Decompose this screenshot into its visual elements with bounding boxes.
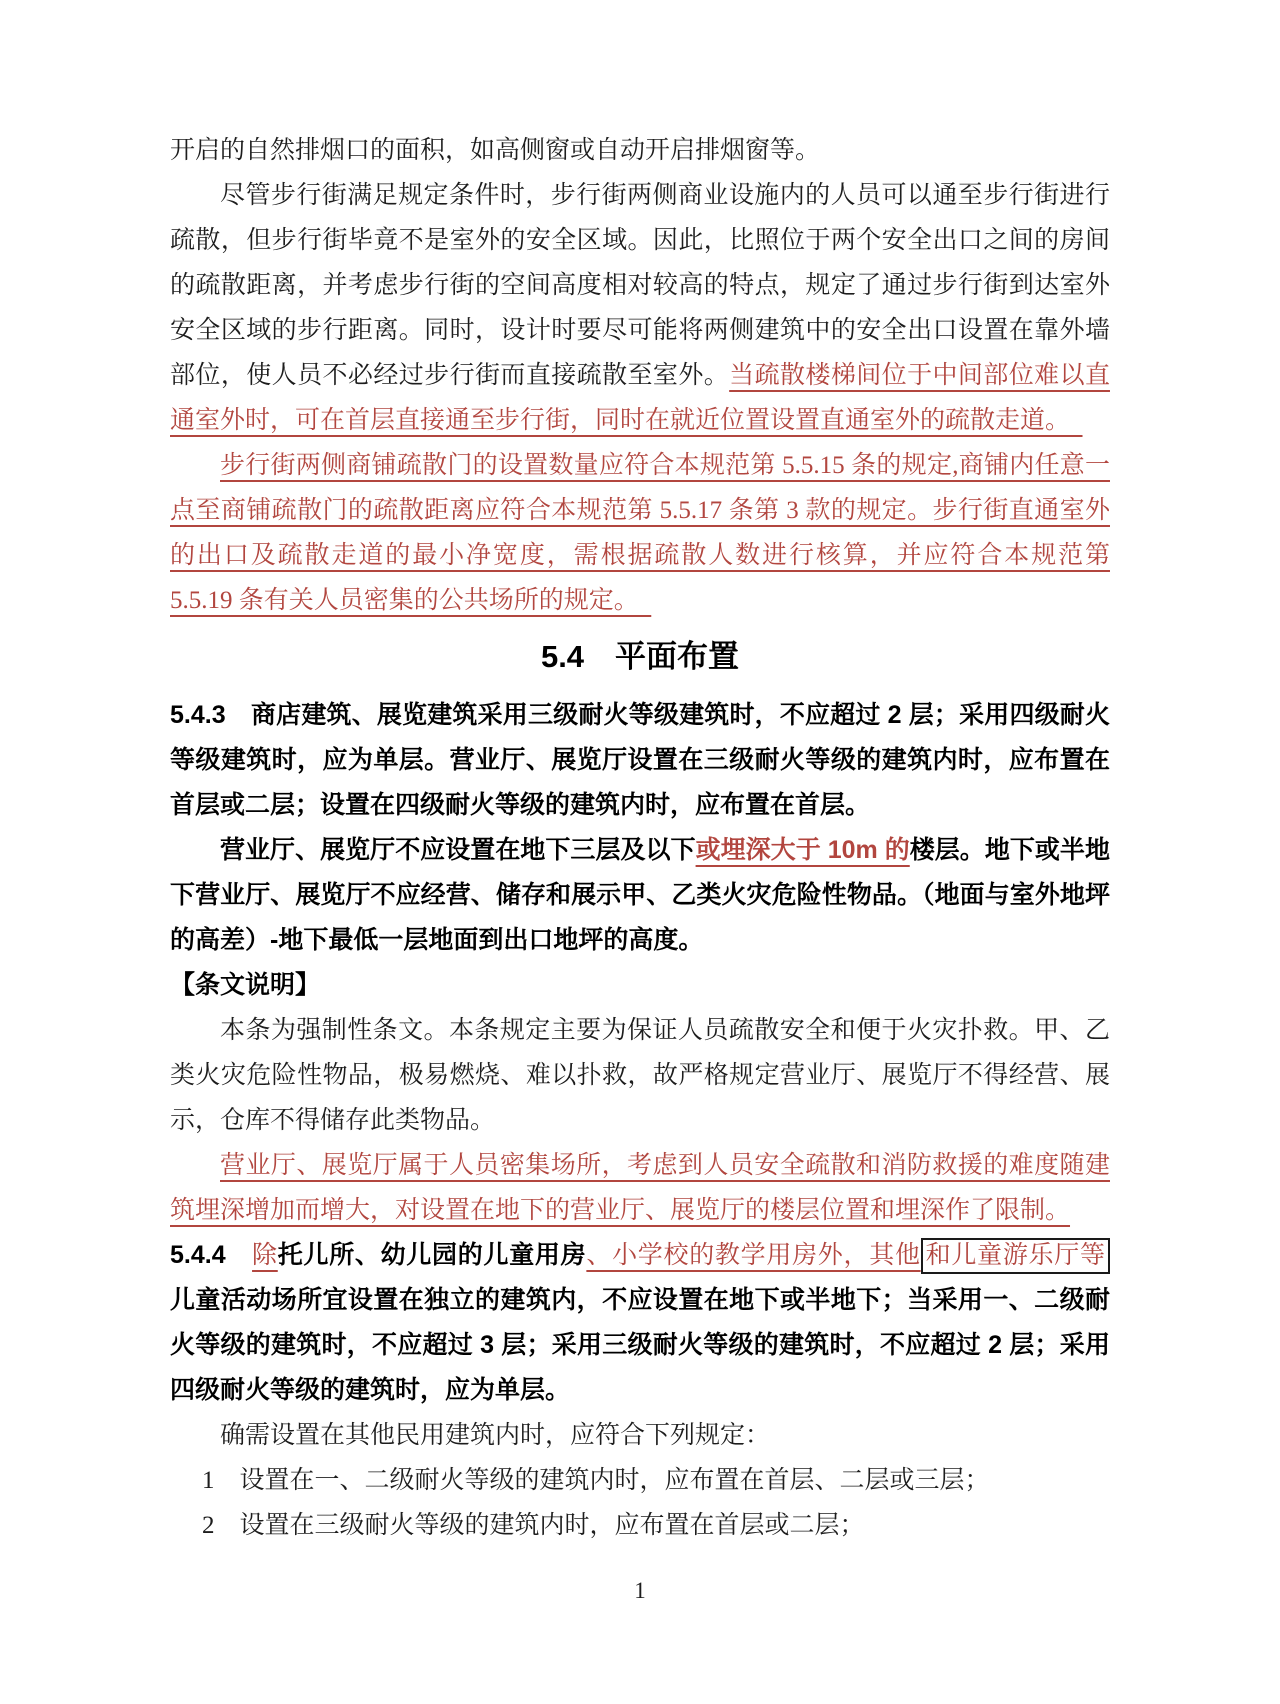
clause-5-4-3-basement	[170, 828, 1110, 963]
text-segment-bold: 5.4.3 商店建筑、展览建筑采用三级耐火等级建筑时，不应超过 2 层；采用四级耐火等级建筑时，应为单层。营业厅、展览厅设置在三级耐火等级的建筑内时，应布置在首层或二层；设置在四级耐火等级的建筑内时，应布置在首层。	[170, 701, 1110, 819]
text-segment-normal: 开启的自然排烟口的面积，如高侧窗或自动开启排烟窗等。	[170, 137, 821, 164]
paragraph-walking-street	[170, 173, 1110, 443]
text-segment-normal: 本条为强制性条文。本条规定主要为保证人员疏散安全和便于火灾扑救。甲、乙类火灾危险性物品，极易燃烧、难以扑救，故严格规定营业厅、展览厅不得经营、展示，仓库不得储存此类物品。	[170, 1017, 1110, 1134]
text-segment-bold: 楼层。地下或半地下营业厅、展览厅不应经营、储存和展示甲、乙类火灾危险性物品。（地面与室外地坪的高差）-地下最低一层地面到出口地坪的高度。	[170, 836, 1110, 954]
clause-5-4-4	[170, 1233, 1110, 1413]
text-segment-bold: 营业厅、展览厅不应设置在地下三层及以下	[220, 836, 696, 864]
text-segment-bold: 儿童活动场所宜设置在独立的建筑内，不应设置在地下或半地下；当采用一、二级耐火等级的建筑时，不应超过 3 层；采用三级耐火等级的建筑时，不应超过 2 层；采用四级耐火等级的建筑时，应为单层。	[170, 1286, 1110, 1404]
commentary-label	[170, 963, 1110, 1008]
text-segment-boxed: 和儿童游乐厅等	[921, 1238, 1110, 1274]
clause-5-4-3	[170, 693, 1110, 828]
text-segment-red: 步行街两侧商铺疏散门的设置数量应符合本规范第 5.5.15 条的规定,商铺内任意一点至商铺疏散门的疏散距离应符合本规范第 5.5.17 条第 3 款的规定。步行街直通室外的出口及疏散走道的最小净宽度，需根据疏散人数进行核算，并应符合本规范第 5.5.19 条有关人员密集的公共场所的规定。	[170, 452, 1110, 614]
text-segment-boldred: 或埋深大于 10m 的	[695, 836, 910, 864]
text-segment-red: 当疏散楼梯间位于中间部位难以直通室外时，可在首层直接通至步行街，同时在就近位置设置直通室外的疏散走道。	[170, 362, 1110, 434]
text-segment-normal: 1 设置在一、二级耐火等级的建筑内时，应布置在首层、二层或三层；	[202, 1467, 990, 1494]
text-segment-normal: 尽管步行街满足规定条件时，步行街两侧商业设施内的人员可以通至步行街进行疏散，但步行街毕竟不是室外的安全区域。因此，比照位于两个安全出口之间的房间的疏散距离，并考虑步行街的空间高度相对较高的特点，规定了通过步行街到达室外安全区域的步行距离。同时，设计时要尽可能将两侧建筑中的安全出口设置在靠外墙部位，使人员不必经过步行街而直接疏散至室外。	[170, 182, 1110, 389]
paragraph-continuation-smoke-vent	[170, 128, 1110, 173]
text-segment-normal: 确需设置在其他民用建筑内时，应符合下列规定：	[220, 1422, 771, 1449]
text-segment-bold: 托儿所、幼儿园的儿童用房	[277, 1241, 587, 1269]
commentary-revision-paragraph	[170, 1143, 1110, 1233]
list-item-1	[202, 1458, 1110, 1503]
list-item-2	[202, 1503, 1110, 1548]
text-segment-bold: 【条文说明】	[170, 971, 321, 999]
text-segment-red: 、小学校的教学用房外，其他	[586, 1242, 921, 1269]
clause-5-4-4-other-buildings	[170, 1413, 1110, 1458]
text-segment-red: 除	[252, 1242, 278, 1269]
text-segment-bold: 5.4.4	[170, 1241, 253, 1269]
text-segment-normal: 2 设置在三级耐火等级的建筑内时，应布置在首层或二层；	[202, 1512, 865, 1539]
paragraph-shop-doors-revision	[170, 443, 1110, 623]
page-number: 1	[634, 1578, 646, 1603]
section-heading-5-4: 5.4 平面布置	[540, 639, 740, 674]
text-segment-red: 营业厅、展览厅属于人员密集场所，考虑到人员安全疏散和消防救援的难度随建筑埋深增加而增大，对设置在地下的营业厅、展览厅的楼层位置和埋深作了限制。	[170, 1152, 1110, 1224]
commentary-paragraph	[170, 1008, 1110, 1143]
